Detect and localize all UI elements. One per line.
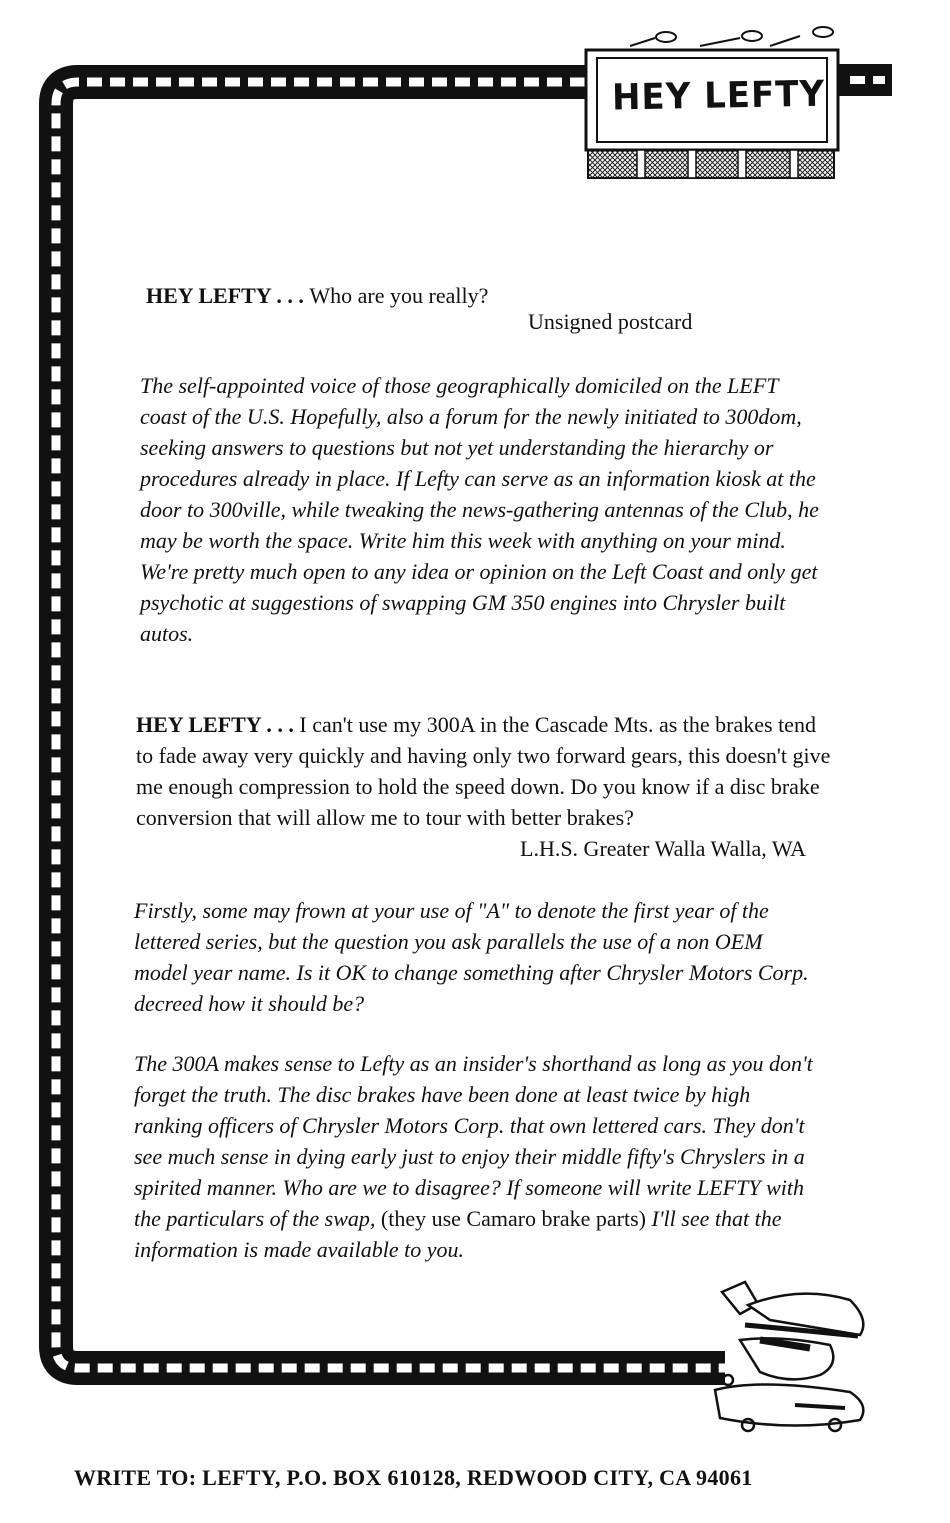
letter-2-question: [136, 709, 830, 833]
text-line: spirited manner. Who are we to disagree? If someone will write LEFTY with: [134, 1175, 804, 1200]
text-line: conversion that will allow me to tour with better brakes?: [136, 805, 634, 830]
text-line: to fade away very quickly and having only two forward gears, this doesn't give: [136, 743, 831, 768]
text-line: model year name. Is it OK to change something after Chrysler Motors Corp.: [134, 960, 809, 985]
text-line: information is made available to you.: [134, 1237, 464, 1262]
text-line: procedures already in place. If Lefty can serve as an information kiosk at the: [140, 466, 816, 491]
text-line: me enough compression to hold the speed down. Do you know if a disc brake: [136, 774, 820, 799]
text-line: The self-appointed voice of those geographically domiciled on the LEFT: [140, 373, 779, 398]
text-line: decreed how it should be?: [134, 991, 365, 1016]
text-line: [136, 709, 830, 740]
sign-title: HEY LEFTY: [611, 73, 826, 119]
text-line: seeking answers to questions but not yet understanding the hierarchy or: [140, 435, 774, 460]
letter-heading: HEY LEFTY . . .: [146, 283, 310, 308]
mailing-address: WRITE TO: LEFTY, P.O. BOX 610128, REDWOOD CITY, CA 94061: [74, 1465, 753, 1490]
text-line: door to 300ville, while tweaking the news-gathering antennas of the Club, he: [140, 497, 819, 522]
text-line: [146, 280, 488, 311]
text-segment: I can't use my 300A in the Cascade Mts. as the brakes tend: [299, 712, 816, 737]
text-line: Firstly, some may frown at your use of "A" to denote the first year of the: [134, 898, 769, 923]
text-line: lettered series, but the question you ask parallels the use of a non OEM: [134, 929, 763, 954]
lefty-cartoon: [715, 1282, 863, 1431]
text-line: [134, 1203, 813, 1234]
text-segment: the particulars of the swap,: [134, 1206, 381, 1231]
text-segment: (they use Camaro brake parts): [380, 1206, 652, 1231]
letter-2-signature: L.H.S. Greater Walla Walla, WA: [520, 836, 807, 861]
text-segment: Who are you really?: [309, 283, 489, 308]
reply-2-part-1: [134, 895, 809, 1019]
text-line: The 300A makes sense to Lefty as an insider's shorthand as long as you don't: [134, 1051, 813, 1076]
text-line: forget the truth. The disc brakes have been done at least twice by high: [134, 1082, 751, 1107]
text-line: autos.: [140, 621, 194, 646]
text-line: psychotic at suggestions of swapping GM 350 engines into Chrysler built: [140, 590, 786, 615]
text-line: ranking officers of Chrysler Motors Corp. that own lettered cars. They don't: [134, 1113, 805, 1138]
reply-2-part-2: [134, 1048, 813, 1265]
text-line: coast of the U.S. Hopefully, also a forum for the newly initiated to 300dom,: [140, 404, 802, 429]
letter-1-question: [146, 280, 488, 311]
reply-1: [140, 370, 819, 649]
text-line: may be worth the space. Write him this week with anything on your mind.: [140, 528, 786, 553]
text-line: We're pretty much open to any idea or opinion on the Left Coast and only get: [140, 559, 818, 584]
letter-heading: HEY LEFTY . . .: [136, 712, 300, 737]
text-line: see much sense in dying early just to enjoy their middle fifty's Chryslers in a: [134, 1144, 805, 1169]
text-segment: I'll see that the: [651, 1206, 782, 1231]
letter-1-signature: Unsigned postcard: [528, 309, 693, 334]
